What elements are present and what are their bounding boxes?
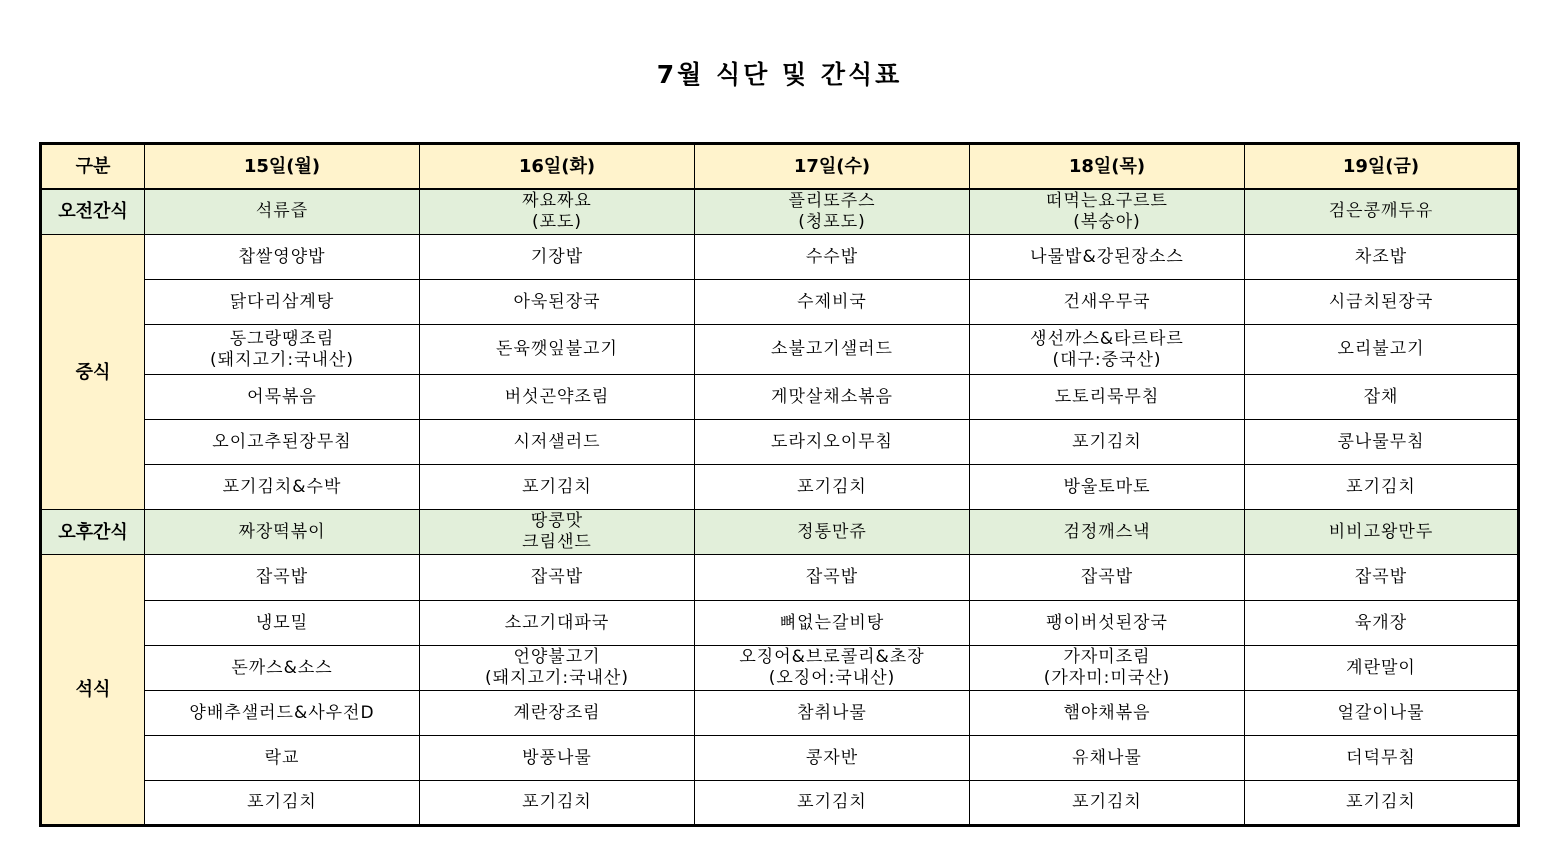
meal-cell <box>145 325 420 375</box>
menu-item-text: 건새우무국 <box>1063 291 1151 312</box>
snack-cell <box>145 510 420 555</box>
menu-item-text: 찹쌀영양밥 <box>238 246 326 267</box>
menu-item-text: 참취나물 <box>797 702 867 723</box>
menu-item-text: (복숭아) <box>1073 211 1141 232</box>
menu-item-text: 시저샐러드 <box>513 431 601 452</box>
menu-item-text: 소불고기샐러드 <box>771 339 893 359</box>
meal-cell <box>145 420 420 465</box>
menu-item-text: 콩나물무침 <box>1337 431 1425 452</box>
meal-cell <box>145 375 420 420</box>
meal-cell <box>695 375 970 420</box>
meal-cell <box>970 601 1245 646</box>
meal-cell <box>695 420 970 465</box>
menu-item-text: 오이고추된장무침 <box>212 431 352 452</box>
menu-item-text: 햄야채볶음 <box>1063 702 1151 723</box>
day-header: 19일(금) <box>1245 144 1519 189</box>
dinner-row <box>41 555 1519 601</box>
meal-cell <box>1245 691 1519 736</box>
meal-cell <box>420 235 695 280</box>
menu-item-text: 냉모밀 <box>255 612 309 633</box>
menu-item-text: 더덕무침 <box>1346 747 1416 768</box>
day-header: 16일(화) <box>420 144 695 189</box>
morning-snack-row <box>41 189 1519 235</box>
menu-item-text: 석류즙 <box>255 201 309 222</box>
dinner-row <box>41 601 1519 646</box>
day-header: 17일(수) <box>695 144 970 189</box>
menu-item-text: 크림샌드 <box>522 532 592 552</box>
meal-cell <box>145 736 420 781</box>
meal-cell <box>420 691 695 736</box>
menu-item-text: 얼갈이나물 <box>1337 702 1425 723</box>
meal-cell <box>145 646 420 691</box>
meal-cell <box>145 781 420 826</box>
meal-cell <box>970 280 1245 325</box>
menu-item-text: 잡곡밥 <box>255 567 309 587</box>
menu-item-text: (대구:중국산) <box>1052 349 1162 370</box>
menu-item-text: 도토리묵무침 <box>1054 386 1160 407</box>
meal-cell <box>1245 280 1519 325</box>
meal-cell <box>695 691 970 736</box>
category-label: 오전간식 <box>41 189 145 235</box>
menu-item-text: 나물밥&강된장소스 <box>1030 246 1184 267</box>
dinner-row <box>41 781 1519 826</box>
dinner-row <box>41 691 1519 736</box>
menu-item-text: 잡곡밥 <box>805 567 859 587</box>
menu-item-text: 뼈없는갈비탕 <box>779 612 885 633</box>
menu-item-text: 수제비국 <box>797 291 867 312</box>
menu-item-text: 포기김치 <box>797 792 867 812</box>
meal-cell <box>1245 736 1519 781</box>
menu-item-text: 수수밥 <box>805 246 859 267</box>
menu-item-text: 땅콩맛 <box>530 511 584 531</box>
meal-cell <box>1245 235 1519 280</box>
menu-item-text: 포기김치 <box>1072 792 1142 812</box>
menu-item-text: 검은콩깨두유 <box>1328 201 1434 222</box>
meal-cell <box>420 601 695 646</box>
menu-item-text: 잡곡밥 <box>530 567 584 587</box>
menu-item-text: 계란장조림 <box>513 702 601 723</box>
menu-item-text: 포기김치 <box>1346 792 1416 812</box>
menu-item-text: 팽이버섯된장국 <box>1046 612 1168 633</box>
menu-item-text: 오리불고기 <box>1337 339 1425 359</box>
meal-cell <box>420 736 695 781</box>
meal-cell <box>695 646 970 691</box>
meal-cell <box>970 555 1245 601</box>
lunch-row <box>41 465 1519 510</box>
meal-cell <box>970 235 1245 280</box>
menu-item-text: 잡곡밥 <box>1080 567 1134 587</box>
menu-item-text: 포기김치 <box>522 792 592 812</box>
menu-item-text: 도라지오이무침 <box>771 431 893 452</box>
menu-item-text: 소고기대파국 <box>504 612 610 633</box>
meal-cell <box>145 465 420 510</box>
menu-item-text: 어묵볶음 <box>247 386 317 407</box>
menu-item-text: 콩자반 <box>805 747 859 768</box>
menu-item-text: 육개장 <box>1354 612 1408 633</box>
menu-item-text: 닭다리삼계탕 <box>229 291 335 312</box>
meal-cell <box>145 280 420 325</box>
meal-cell <box>970 736 1245 781</box>
menu-item-text: 포기김치 <box>1346 476 1416 497</box>
menu-item-text: 검정깨스낵 <box>1063 521 1151 542</box>
meal-cell <box>420 646 695 691</box>
menu-item-text: 돈육깻잎불고기 <box>496 339 618 359</box>
menu-item-text: 게맛살채소볶음 <box>771 386 893 407</box>
meal-cell <box>695 465 970 510</box>
category-header: 구분 <box>41 144 145 189</box>
meal-cell <box>970 781 1245 826</box>
snack-cell <box>145 189 420 235</box>
meal-cell <box>695 601 970 646</box>
meal-cell <box>1245 465 1519 510</box>
meal-cell <box>970 465 1245 510</box>
menu-item-text: (가자미:미국산) <box>1043 668 1171 688</box>
meal-cell <box>145 601 420 646</box>
meal-cell <box>420 420 695 465</box>
meal-cell <box>695 325 970 375</box>
category-label: 오후간식 <box>41 510 145 555</box>
menu-item-text: 기장밥 <box>530 246 584 267</box>
menu-item-text: (돼지고기:국내산) <box>485 668 629 688</box>
menu-item-text: 언양불고기 <box>513 647 601 667</box>
meal-cell <box>1245 375 1519 420</box>
meal-table-body <box>41 144 1519 826</box>
snack-cell <box>695 189 970 235</box>
menu-item-text: 플리또주스 <box>788 190 876 211</box>
snack-cell <box>695 510 970 555</box>
snack-cell <box>420 510 695 555</box>
menu-item-text: 짜장떡볶이 <box>238 521 326 542</box>
lunch-row <box>41 280 1519 325</box>
menu-item-text: 방풍나물 <box>522 747 592 768</box>
dinner-row <box>41 646 1519 691</box>
day-header: 15일(월) <box>145 144 420 189</box>
menu-item-text: (청포도) <box>798 211 866 232</box>
menu-item-text: 잡곡밥 <box>1354 567 1408 587</box>
meal-cell <box>1245 601 1519 646</box>
menu-item-text: 계란말이 <box>1346 657 1416 678</box>
snack-cell <box>420 189 695 235</box>
menu-item-text: 락교 <box>264 747 300 768</box>
meal-cell <box>970 375 1245 420</box>
meal-cell <box>1245 325 1519 375</box>
menu-item-text: 동그랑땡조림 <box>229 328 335 349</box>
meal-cell <box>1245 781 1519 826</box>
meal-cell <box>970 691 1245 736</box>
menu-item-text: 정통만쥬 <box>797 521 867 542</box>
meal-cell <box>695 555 970 601</box>
category-label: 중식 <box>41 235 145 510</box>
meal-cell <box>1245 420 1519 465</box>
meal-cell <box>695 781 970 826</box>
meal-cell <box>970 646 1245 691</box>
category-label: 석식 <box>41 555 145 826</box>
menu-item-text: 비비고왕만두 <box>1328 521 1434 542</box>
meal-cell <box>420 555 695 601</box>
snack-cell <box>1245 189 1519 235</box>
menu-item-text: 유채나물 <box>1072 747 1142 768</box>
menu-item-text: 포기김치 <box>1072 431 1142 452</box>
lunch-row <box>41 325 1519 375</box>
lunch-row <box>41 420 1519 465</box>
meal-cell <box>695 736 970 781</box>
menu-item-text: 양배추샐러드&사우전D <box>189 702 375 723</box>
day-header: 18일(목) <box>970 144 1245 189</box>
menu-item-text: 오징어&브로콜리&초장 <box>739 647 925 667</box>
meal-cell <box>420 325 695 375</box>
meal-cell <box>695 280 970 325</box>
meal-cell <box>145 555 420 601</box>
menu-item-text: (오징어:국내산) <box>768 668 896 688</box>
meal-cell <box>1245 646 1519 691</box>
menu-item-text: 포기김치 <box>522 476 592 497</box>
page-title: 7월 식단 및 간식표 <box>656 60 903 89</box>
menu-item-text: 포기김치&수박 <box>222 476 342 497</box>
meal-cell <box>970 325 1245 375</box>
menu-item-text: 돈까스&소스 <box>231 657 333 678</box>
menu-item-text: 시금치된장국 <box>1328 291 1434 312</box>
menu-item-text: (포도) <box>531 211 583 232</box>
meal-cell <box>420 781 695 826</box>
menu-item-text: (돼지고기:국내산) <box>210 349 354 370</box>
meal-cell <box>970 420 1245 465</box>
meal-cell <box>145 235 420 280</box>
lunch-row <box>41 375 1519 420</box>
menu-item-text: 잡채 <box>1363 386 1399 407</box>
menu-item-text: 아욱된장국 <box>513 291 601 312</box>
afternoon-snack-row <box>41 510 1519 555</box>
meal-cell <box>420 375 695 420</box>
meal-cell <box>1245 555 1519 601</box>
menu-item-text: 생선까스&타르타르 <box>1030 328 1184 349</box>
dinner-row <box>41 736 1519 781</box>
snack-cell <box>970 510 1245 555</box>
snack-cell <box>970 189 1245 235</box>
meal-cell <box>420 465 695 510</box>
menu-item-text: 가자미조림 <box>1063 647 1151 667</box>
snack-cell <box>1245 510 1519 555</box>
header-row <box>41 144 1519 189</box>
meal-table <box>39 142 1520 827</box>
menu-item-text: 방울토마토 <box>1063 476 1151 497</box>
meal-cell <box>420 280 695 325</box>
meal-cell <box>695 235 970 280</box>
lunch-row <box>41 235 1519 280</box>
menu-item-text: 차조밥 <box>1354 246 1408 267</box>
menu-item-text: 포기김치 <box>247 792 317 812</box>
menu-item-text: 짜요짜요 <box>522 190 592 211</box>
menu-item-text: 떠먹는요구르트 <box>1046 190 1168 211</box>
menu-item-text: 버섯곤약조림 <box>504 386 610 407</box>
meal-cell <box>145 691 420 736</box>
menu-item-text: 포기김치 <box>797 476 867 497</box>
